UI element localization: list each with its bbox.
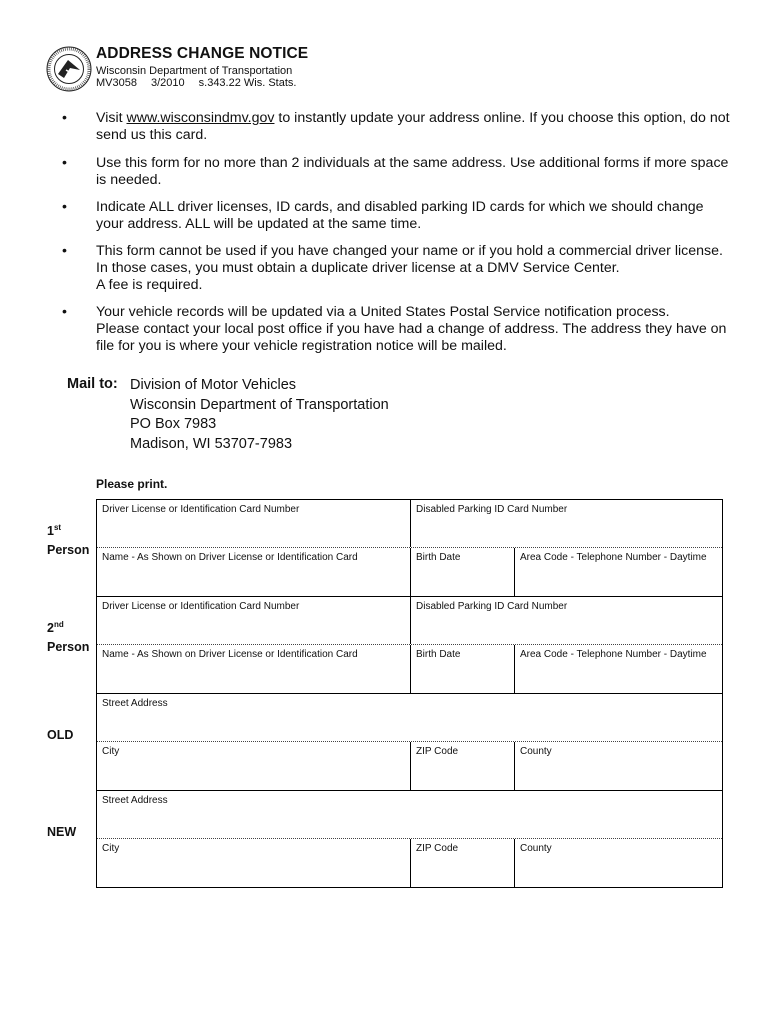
new-city-field[interactable]: City [102, 843, 120, 854]
old-street-address-field[interactable]: Street Address [102, 698, 168, 709]
mail-to-address: Division of Motor Vehicles Wisconsin Department of Transportation PO Box 7983 Madison, WI 53707-7983 [130, 377, 389, 453]
person1-name-field[interactable]: Name - As Shown on Driver License or Identification Card [102, 552, 358, 563]
bullet-icon: • [62, 304, 67, 320]
mail-to-label: Mail to: [67, 376, 118, 392]
new-city-row [97, 839, 722, 887]
bullet-icon: • [62, 243, 67, 259]
instruction-item: • Indicate ALL driver licenses, ID cards, and disabled parking ID cards for which we should change your address. ALL will be updated at the same time. [62, 199, 704, 232]
person2-id-row [97, 597, 722, 645]
instructions-list [62, 110, 732, 365]
instruction-item: • This form cannot be used if you have changed your name or if you hold a commercial driver license. In those cases, you must obtain a duplicate driver license at a DMV Service Center. A fee is required. [62, 243, 723, 293]
second-person-label: 2nd [47, 620, 64, 636]
instruction-item: • Your vehicle records will be updated via a United States Postal Service notification process. Please contact your local post office if you have had a change of address. The address they have on file for you is where your vehicle registration notice will be mailed. [62, 304, 727, 354]
form-date: 3/2010 [150, 77, 185, 89]
form-info [96, 77, 296, 89]
form-title: ADDRESS CHANGE NOTICE [96, 45, 309, 62]
person1-birth-date-field[interactable]: Birth Date [410, 548, 514, 596]
person2-dl-number-field[interactable]: Driver License or Identification Card Number [102, 601, 300, 612]
instruction-item: • Use this form for no more than 2 individuals at the same address. Use additional forms if more space is needed. [62, 155, 729, 188]
old-county-field[interactable]: County [514, 742, 724, 790]
new-address-label: NEW [47, 825, 77, 839]
new-county-field[interactable]: County [514, 839, 724, 887]
bullet-icon: • [62, 199, 67, 215]
old-zip-field[interactable]: ZIP Code [410, 742, 514, 790]
person1-info-row [97, 548, 722, 597]
old-street-row [97, 694, 722, 742]
person1-dl-number-field[interactable]: Driver License or Identification Card Number [102, 504, 300, 515]
instruction-item: • Visit www.wisconsindmv.gov to instantly update your address online. If you choose this option, do not send us this card. [62, 110, 730, 143]
person1-phone-field[interactable]: Area Code - Telephone Number - Daytime [514, 548, 724, 596]
bullet-icon: • [62, 110, 67, 126]
person2-birth-date-field[interactable]: Birth Date [410, 645, 514, 693]
old-city-field[interactable]: City [102, 746, 120, 757]
person2-phone-field[interactable]: Area Code - Telephone Number - Daytime [514, 645, 724, 693]
new-zip-field[interactable]: ZIP Code [410, 839, 514, 887]
person2-disabled-parking-field[interactable]: Disabled Parking ID Card Number [410, 597, 724, 644]
person1-disabled-parking-field[interactable]: Disabled Parking ID Card Number [410, 500, 724, 547]
wisdot-seal-logo [46, 46, 92, 92]
person1-id-row [97, 500, 722, 548]
bullet-icon: • [62, 155, 67, 171]
statute: s.343.22 Wis. Stats. [198, 77, 297, 89]
old-city-row [97, 742, 722, 791]
agency-name: Wisconsin Department of Transportation [96, 65, 293, 77]
form-number: MV3058 [96, 77, 137, 89]
new-street-row [97, 791, 722, 839]
second-person-word: Person [47, 640, 90, 654]
address-change-form [96, 499, 723, 888]
first-person-label: 1st [47, 523, 62, 539]
please-print-label: Please print. [96, 477, 168, 491]
person2-info-row [97, 645, 722, 694]
dmv-website-link[interactable]: www.wisconsindmv.gov [126, 110, 275, 126]
person2-name-field[interactable]: Name - As Shown on Driver License or Identification Card [102, 649, 358, 660]
first-person-word: Person [47, 543, 90, 557]
old-address-label: OLD [47, 728, 74, 742]
new-street-address-field[interactable]: Street Address [102, 795, 168, 806]
